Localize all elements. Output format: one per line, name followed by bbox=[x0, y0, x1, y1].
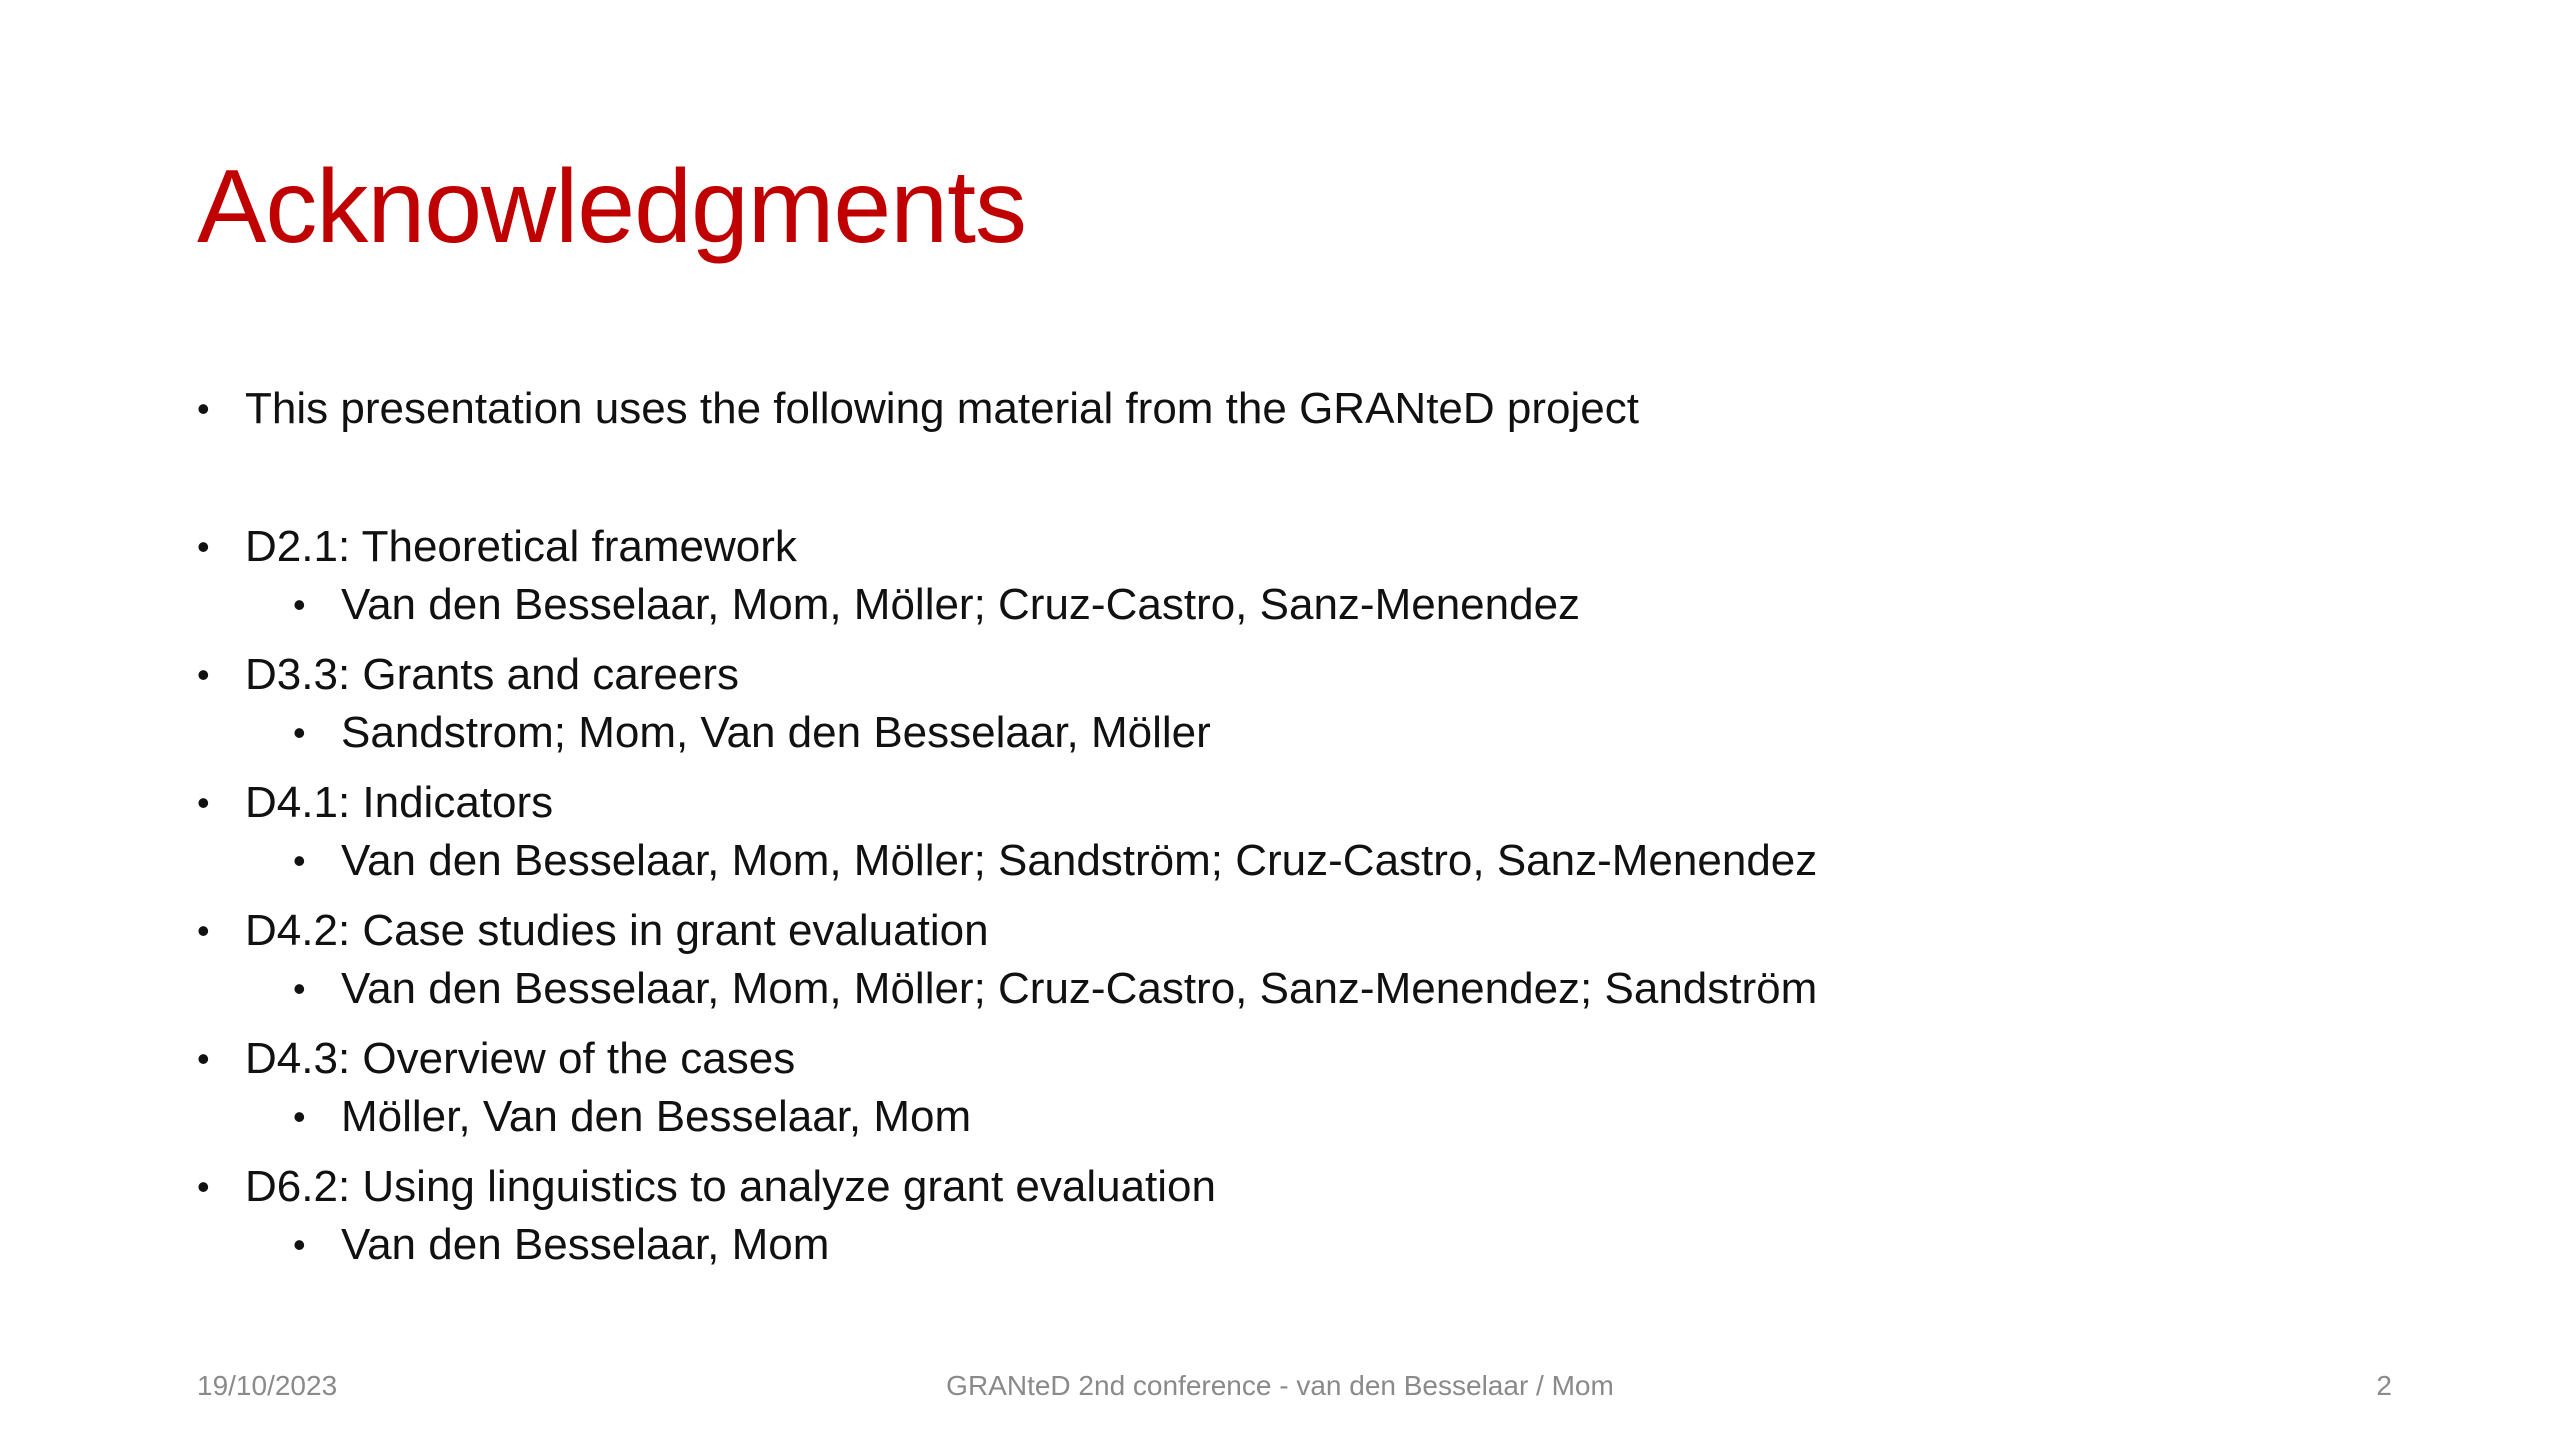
slide-content bbox=[197, 380, 2347, 1274]
deliverable-item bbox=[197, 518, 2347, 576]
bullet-icon: • bbox=[197, 1166, 210, 1207]
deliverable-label: D4.3: Overview of the cases bbox=[245, 1034, 796, 1083]
bullet-icon: • bbox=[293, 712, 306, 753]
deliverable-item bbox=[197, 902, 2347, 960]
bullet-icon: • bbox=[197, 654, 210, 695]
authors-text: Sandstrom; Mom, Van den Besselaar, Möller bbox=[341, 708, 1211, 757]
deliverable-authors bbox=[293, 576, 2347, 634]
deliverables-list bbox=[197, 518, 2347, 1274]
deliverable-authors bbox=[293, 832, 2347, 890]
bullet-icon: • bbox=[197, 782, 210, 823]
bullet-intro bbox=[197, 380, 2347, 438]
bullet-icon: • bbox=[293, 1224, 306, 1265]
deliverable-authors bbox=[293, 960, 2347, 1018]
slide-title: Acknowledgments bbox=[197, 149, 1026, 265]
bullet-icon: • bbox=[197, 1038, 210, 1079]
deliverable-label: D2.1: Theoretical framework bbox=[245, 522, 797, 571]
deliverable-label: D3.3: Grants and careers bbox=[245, 650, 740, 699]
footer-date: 19/10/2023 bbox=[197, 1370, 338, 1401]
deliverable-item bbox=[197, 1030, 2347, 1088]
bullet-icon: • bbox=[293, 840, 306, 881]
deliverable-label: D4.1: Indicators bbox=[245, 778, 554, 827]
bullet-icon: • bbox=[293, 584, 306, 625]
authors-text: Van den Besselaar, Mom bbox=[341, 1220, 830, 1269]
deliverable-item bbox=[197, 646, 2347, 704]
footer-text: GRANteD 2nd conference - van den Besselaar / Mom bbox=[946, 1370, 1614, 1401]
authors-text: Van den Besselaar, Mom, Möller; Cruz-Castro, Sanz-Menendez; Sandström bbox=[341, 964, 1818, 1013]
bullet-icon: • bbox=[197, 388, 210, 429]
deliverable-label: D6.2: Using linguistics to analyze grant evaluation bbox=[245, 1162, 1216, 1211]
page-number: 2 bbox=[2376, 1370, 2392, 1401]
bullet-icon: • bbox=[197, 910, 210, 951]
deliverable-authors bbox=[293, 1088, 2347, 1146]
deliverable-item bbox=[197, 774, 2347, 832]
authors-text: Möller, Van den Besselaar, Mom bbox=[341, 1092, 972, 1141]
deliverable-authors bbox=[293, 704, 2347, 762]
authors-text: Van den Besselaar, Mom, Möller; Sandström; Cruz-Castro, Sanz-Menendez bbox=[341, 836, 1818, 885]
bullet-icon: • bbox=[197, 526, 210, 567]
deliverable-label: D4.2: Case studies in grant evaluation bbox=[245, 906, 989, 955]
bullet-icon: • bbox=[293, 968, 306, 1009]
deliverable-item bbox=[197, 1158, 2347, 1216]
bullet-icon: • bbox=[293, 1096, 306, 1137]
bullet-text: This presentation uses the following material from the GRANteD project bbox=[245, 384, 1639, 433]
authors-text: Van den Besselaar, Mom, Möller; Cruz-Castro, Sanz-Menendez bbox=[341, 580, 1581, 629]
deliverable-authors bbox=[293, 1216, 2347, 1274]
